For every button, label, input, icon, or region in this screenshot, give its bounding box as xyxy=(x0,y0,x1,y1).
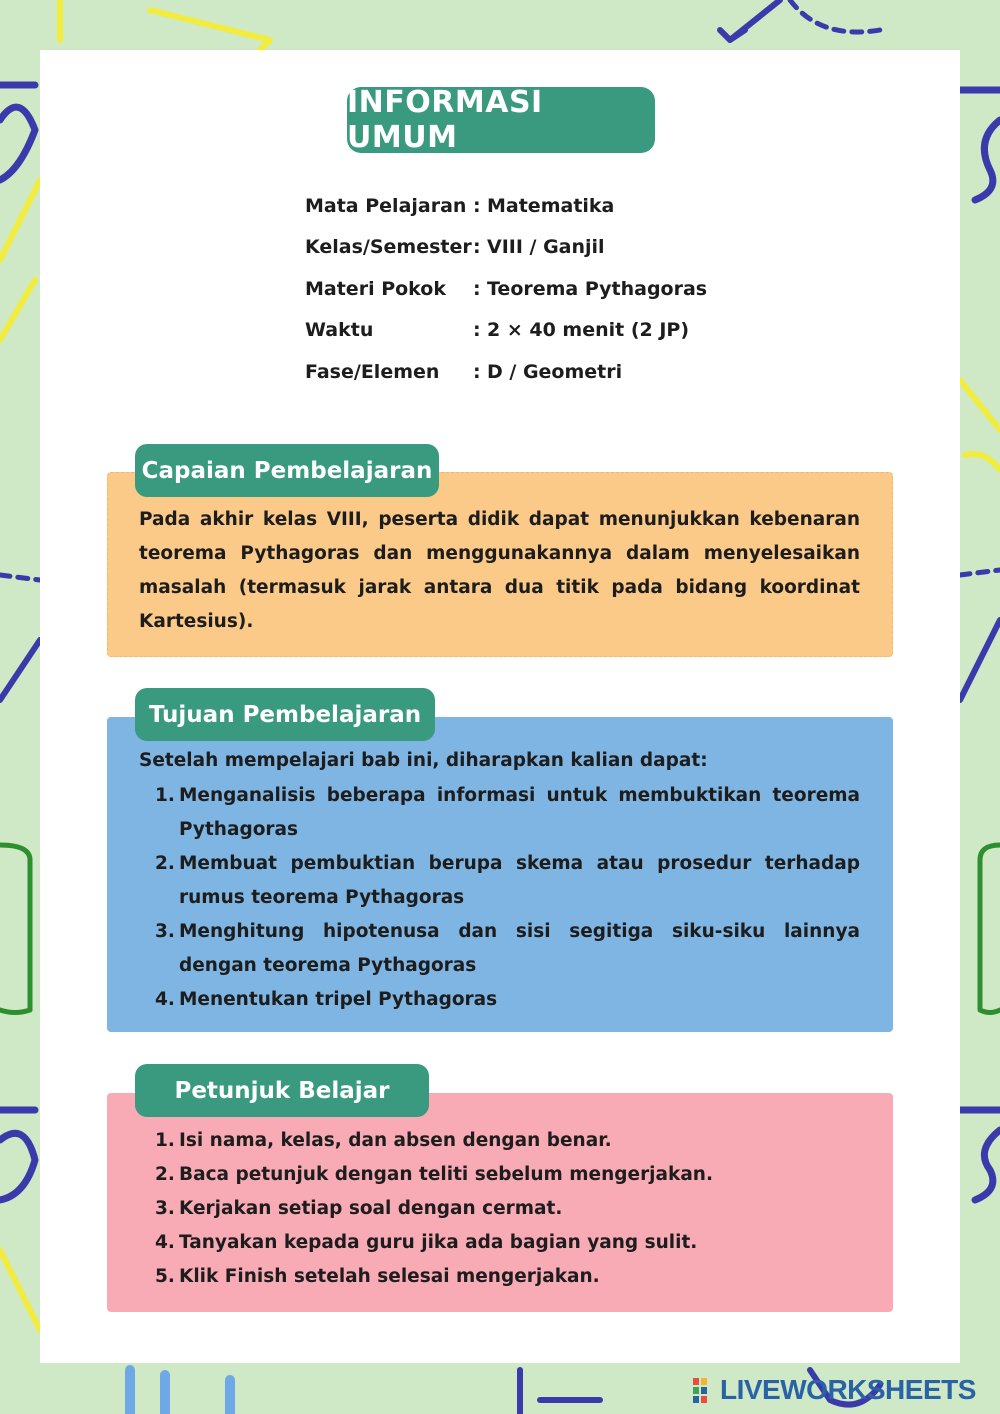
liveworksheets-brand[interactable] xyxy=(692,1373,976,1407)
list-number: 1. xyxy=(155,785,175,806)
list-number: 5. xyxy=(155,1266,175,1287)
petunjuk-heading: Petunjuk Belajar xyxy=(135,1064,429,1117)
info-colon: : xyxy=(473,360,481,383)
info-colon: : xyxy=(473,319,481,342)
tujuan-heading: Tujuan Pembelajaran xyxy=(135,688,435,741)
info-colon: : xyxy=(473,194,481,217)
petunjuk-list xyxy=(155,1124,860,1294)
list-item xyxy=(155,1260,860,1294)
info-value: Matematika xyxy=(487,194,615,217)
list-text: Klik Finish setelah selesai mengerjakan. xyxy=(179,1266,600,1287)
list-text: Menghitung hipotenusa dan sisi segitiga siku-siku lainnya dengan teorema Pythagoras xyxy=(179,921,860,976)
list-number: 3. xyxy=(155,1198,175,1219)
list-item xyxy=(155,1158,860,1192)
info-row-subject xyxy=(305,185,707,227)
info-row-class-semester xyxy=(305,227,707,269)
info-label: Mata Pelajaran xyxy=(305,194,467,217)
list-item xyxy=(155,1192,860,1226)
brand-text: LIVEWORKSHEETS xyxy=(720,1374,976,1405)
list-number: 1. xyxy=(155,1130,175,1151)
list-item xyxy=(155,779,860,847)
info-label: Fase/Elemen xyxy=(305,360,440,383)
list-text: Baca petunjuk dengan teliti sebelum mengerjakan. xyxy=(179,1164,713,1185)
list-number: 3. xyxy=(155,921,175,942)
list-number: 2. xyxy=(155,1164,175,1185)
tujuan-list xyxy=(155,779,860,1017)
info-row-topic xyxy=(305,268,707,310)
list-text: Kerjakan setiap soal dengan cermat. xyxy=(179,1198,563,1219)
list-number: 4. xyxy=(155,989,175,1010)
info-row-phase-element xyxy=(305,351,707,393)
list-text: Menganalisis beberapa informasi untuk membuktikan teorema Pythagoras xyxy=(179,785,860,840)
info-row-time xyxy=(305,310,707,352)
info-value: 2 × 40 menit (2 JP) xyxy=(487,319,690,342)
list-number: 2. xyxy=(155,853,175,874)
list-item xyxy=(155,983,860,1017)
info-value: Teorema Pythagoras xyxy=(487,277,708,300)
info-value: D / Geometri xyxy=(487,360,623,383)
tujuan-intro: Setelah mempelajari bab ini, diharapkan kalian dapat: xyxy=(139,750,708,771)
info-colon: : xyxy=(473,236,481,259)
list-number: 4. xyxy=(155,1232,175,1253)
capaian-text: Pada akhir kelas VIII, peserta didik dapat menunjukkan kebenaran teorema Pythagoras dan menggunakannya dalam menyelesaikan masalah (termasuk jarak antara dua titik pada bidang koordinat Kartesius). xyxy=(139,509,860,632)
info-label: Waktu xyxy=(305,319,374,342)
general-info-table xyxy=(305,185,707,393)
info-colon: : xyxy=(473,277,481,300)
list-item xyxy=(155,847,860,915)
list-item xyxy=(155,1226,860,1260)
list-item xyxy=(155,915,860,983)
info-label: Kelas/Semester xyxy=(305,236,472,259)
list-text: Isi nama, kelas, dan absen dengan benar. xyxy=(179,1130,612,1151)
liveworksheets-logo-icon xyxy=(692,1376,716,1404)
list-text: Tanyakan kepada guru jika ada bagian yang sulit. xyxy=(179,1232,698,1253)
list-text: Menentukan tripel Pythagoras xyxy=(179,989,498,1010)
info-value: VIII / Ganjil xyxy=(487,236,605,259)
info-label: Materi Pokok xyxy=(305,277,446,300)
capaian-heading: Capaian Pembelajaran xyxy=(135,444,439,497)
list-item xyxy=(155,1124,860,1158)
list-text: Membuat pembuktian berupa skema atau prosedur terhadap rumus teorema Pythagoras xyxy=(179,853,860,908)
page-title: INFORMASI UMUM xyxy=(347,87,655,153)
